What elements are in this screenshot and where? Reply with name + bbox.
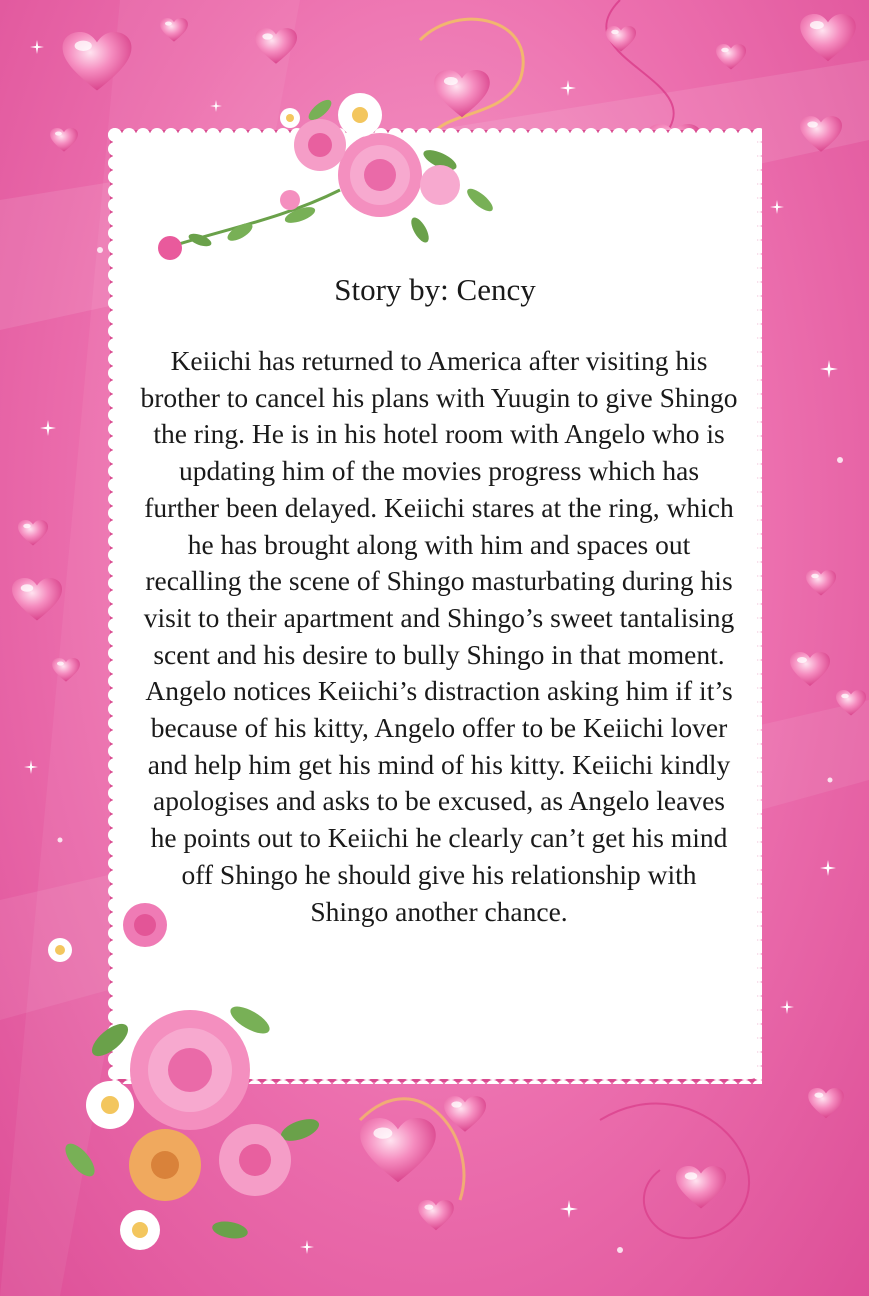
- story-synopsis: Keiichi has returned to America after visiting his brother to cancel his plans with Yuugin to give Shingo the ring. He is in his hotel room with Angelo who is updating him of the movies progress which has further been delayed. Keiichi stares at the ring, which he has brought along with him and spaces out recalling the scene of Shingo masturbating during his visit to their apartment and Shingo’s sweet tantalising scent and his desire to bully Shingo in that moment. Angelo notices Keiichi’s distraction asking him if it’s because of his kitty, Angelo offer to be Keiichi lover and help him get his mind of his kitty. Keiichi kindly apologises and asks to be excused, as Angelo leaves he points out to Keiichi he clearly can’t get his mind off Shingo he should give his relationship with Shingo another chance.: [140, 345, 738, 927]
- story-byline: Story by: Cency: [334, 272, 536, 307]
